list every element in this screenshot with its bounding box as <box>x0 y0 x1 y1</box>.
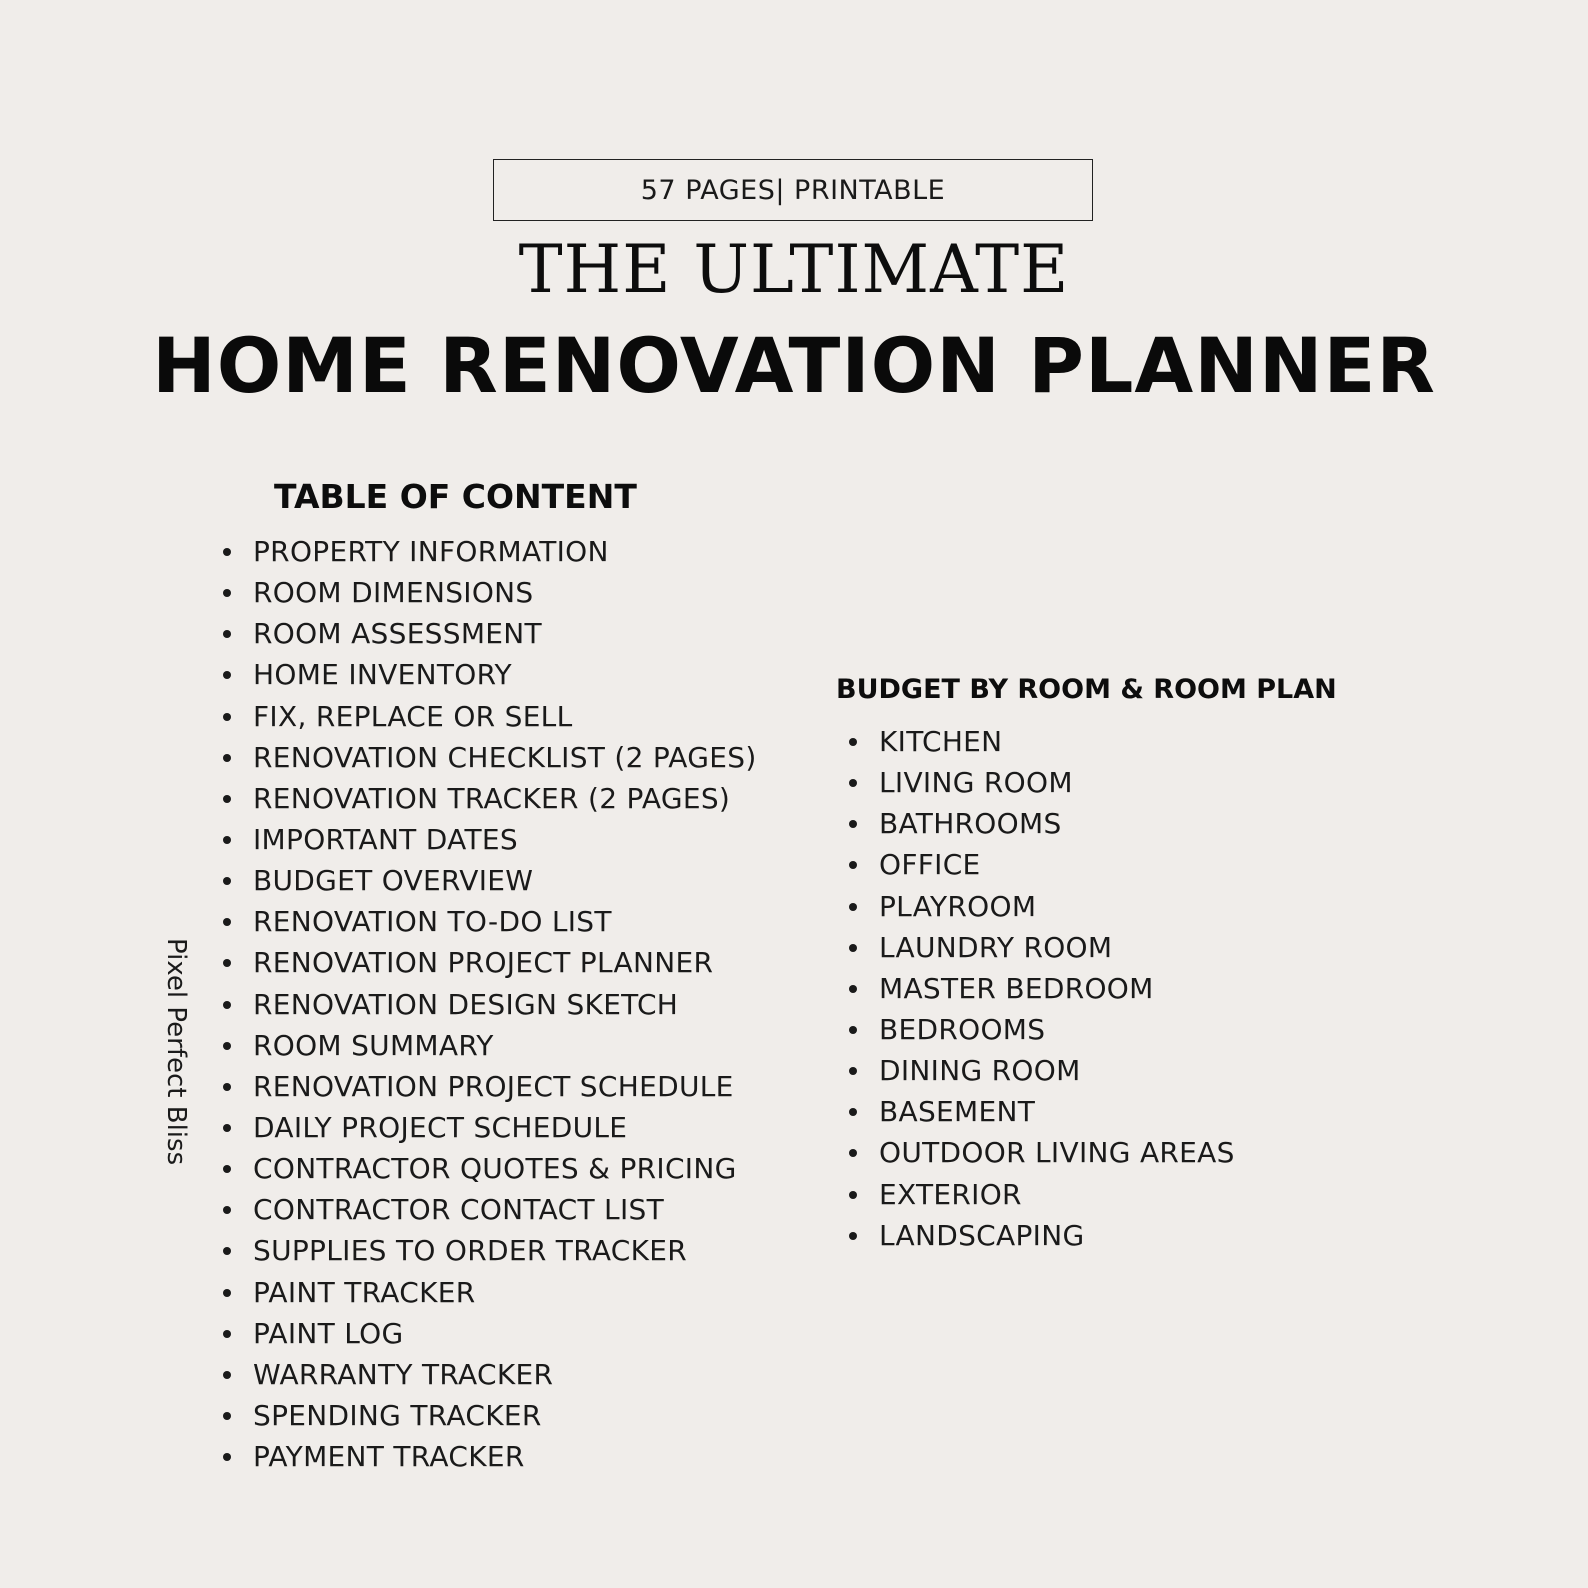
toc-item: CONTRACTOR CONTACT LIST <box>223 1189 757 1230</box>
toc-item: WARRANTY TRACKER <box>223 1354 757 1395</box>
toc-item: PAYMENT TRACKER <box>223 1436 757 1477</box>
budget-room-item: OUTDOOR LIVING AREAS <box>849 1132 1235 1173</box>
budget-room-item: EXTERIOR <box>849 1174 1235 1215</box>
toc-list <box>223 531 757 1477</box>
budget-room-item: DINING ROOM <box>849 1050 1235 1091</box>
page-title: HOME RENOVATION PLANNER <box>152 321 1436 410</box>
toc-item: CONTRACTOR QUOTES & PRICING <box>223 1148 757 1189</box>
toc-item: RENOVATION CHECKLIST (2 PAGES) <box>223 737 757 778</box>
budget-room-item: BASEMENT <box>849 1091 1235 1132</box>
page-count-badge: 57 PAGES| PRINTABLE <box>493 159 1093 221</box>
budget-room-item: PLAYROOM <box>849 886 1235 927</box>
budget-room-list <box>849 721 1235 1256</box>
budget-room-item: MASTER BEDROOM <box>849 968 1235 1009</box>
toc-item: RENOVATION TO-DO LIST <box>223 901 757 942</box>
toc-item: SPENDING TRACKER <box>223 1395 757 1436</box>
toc-item: RENOVATION PROJECT PLANNER <box>223 942 757 983</box>
toc-item: PAINT TRACKER <box>223 1272 757 1313</box>
toc-item: PROPERTY INFORMATION <box>223 531 757 572</box>
budget-room-item: LANDSCAPING <box>849 1215 1235 1256</box>
budget-room-item: LAUNDRY ROOM <box>849 927 1235 968</box>
toc-item: ROOM DIMENSIONS <box>223 572 757 613</box>
toc-item: IMPORTANT DATES <box>223 819 757 860</box>
budget-heading: BUDGET BY ROOM & ROOM PLAN <box>836 674 1337 705</box>
toc-item: ROOM ASSESSMENT <box>223 613 757 654</box>
budget-room-item: KITCHEN <box>849 721 1235 762</box>
toc-item: RENOVATION DESIGN SKETCH <box>223 984 757 1025</box>
budget-room-item: BEDROOMS <box>849 1009 1235 1050</box>
toc-item: BUDGET OVERVIEW <box>223 860 757 901</box>
budget-room-item: LIVING ROOM <box>849 762 1235 803</box>
toc-item: RENOVATION PROJECT SCHEDULE <box>223 1066 757 1107</box>
toc-item: ROOM SUMMARY <box>223 1025 757 1066</box>
toc-heading: TABLE OF CONTENT <box>274 477 637 516</box>
toc-item: RENOVATION TRACKER (2 PAGES) <box>223 778 757 819</box>
toc-item: HOME INVENTORY <box>223 654 757 695</box>
brand-name: Pixel Perfect Bliss <box>161 938 191 1166</box>
subtitle: THE ULTIMATE <box>518 231 1070 308</box>
toc-item: SUPPLIES TO ORDER TRACKER <box>223 1230 757 1271</box>
budget-room-item: OFFICE <box>849 844 1235 885</box>
toc-item: PAINT LOG <box>223 1313 757 1354</box>
budget-room-item: BATHROOMS <box>849 803 1235 844</box>
toc-item: FIX, REPLACE OR SELL <box>223 696 757 737</box>
toc-item: DAILY PROJECT SCHEDULE <box>223 1107 757 1148</box>
